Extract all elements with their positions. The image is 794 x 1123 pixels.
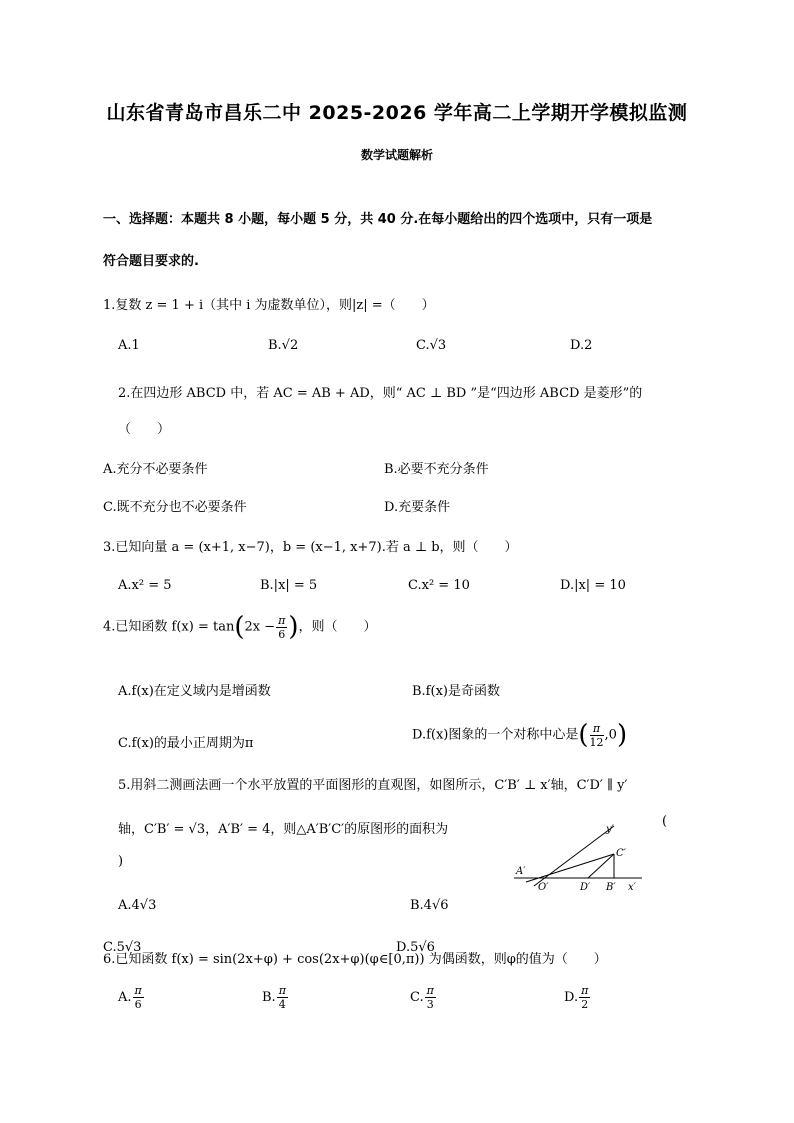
question-1-option-c: C.√3 — [416, 338, 447, 353]
question-6-option-c-fraction: $\frac{\pi}{3}$ — [426, 984, 434, 1011]
question-5-option-a: A.4√3 — [118, 898, 157, 913]
question-2-option-c: C.既不充分也不必要条件 — [103, 500, 247, 515]
question-3-option-c: C.x² = 10 — [408, 578, 470, 593]
question-4-fraction: $\frac{\pi}{6}$ — [278, 613, 286, 641]
question-6-option-b: B. $\frac{\pi}{4}$ — [262, 984, 286, 1011]
question-3-option-a: A.x² = 5 — [118, 578, 172, 593]
question-6-stem: 6.已知函数 f(x) = sin(2x+φ) + cos(2x+φ)(φ∈[0,π)) 为偶函数，则φ的值为（ ） — [103, 952, 607, 967]
segment-d-c — [588, 854, 614, 878]
section-heading-line1: 一、选择题：本题共 8 小题，每小题 5 分，共 40 分.在每小题给出的四个选项中，只有一项是 — [103, 212, 653, 227]
question-4-option-b: B.f(x)是奇函数 — [412, 684, 500, 699]
question-4-stem-arg: 2x − — [244, 619, 276, 635]
question-4-stem: 4.已知函数 f(x) = tan(2x − $\frac{\pi}{6}$ )，则（ ） — [103, 612, 377, 642]
question-5-option-c: C.5√3 — [103, 940, 142, 955]
question-2-option-a: A.充分不必要条件 — [103, 462, 208, 477]
question-4-option-d: D.f(x)图象的一个对称中心是( $\frac{\pi}{12}$ ,0) — [412, 720, 628, 750]
question-6-option-b-fraction: $\frac{\pi}{4}$ — [278, 984, 286, 1011]
question-6-option-d-fraction: $\frac{\pi}{2}$ — [581, 984, 589, 1011]
question-2-option-d: D.充要条件 — [384, 500, 451, 515]
label-c: C′ — [616, 848, 626, 859]
question-5-option-b: B.4√6 — [410, 898, 449, 913]
question-4-stem-post: ，则（ ） — [298, 619, 377, 635]
question-5-option-d: D.5√6 — [396, 940, 435, 955]
question-3-option-b: B.|x| = 5 — [260, 578, 318, 593]
label-d: D′ — [580, 882, 591, 893]
question-1-option-b: B.√2 — [268, 338, 299, 353]
label-a: A′ — [516, 866, 526, 877]
question-1-option-a: A.1 — [118, 338, 140, 353]
label-o: O′ — [538, 882, 549, 893]
question-4-option-d-fraction: $\frac{\pi}{12}$ — [589, 721, 604, 749]
question-5-paren-open: ( — [662, 814, 668, 829]
question-1-option-d: D.2 — [570, 338, 593, 353]
y-axis-line — [534, 826, 614, 886]
question-1-stem: 1.复数 z = 1 + i（其中 i 为虚数单位），则|z| =（ ） — [103, 298, 435, 313]
question-4-option-c: C.f(x)的最小正周期为π — [118, 736, 254, 751]
question-6-option-a-fraction: $\frac{\pi}{6}$ — [134, 984, 142, 1011]
question-2-option-b: B.必要不充分条件 — [384, 462, 489, 477]
label-x: x′ — [628, 882, 636, 893]
question-5-paren-close: ) — [118, 854, 124, 869]
question-3-option-d: D.|x| = 10 — [560, 578, 626, 593]
question-4-stem-pre: 4.已知函数 f(x) = tan — [103, 619, 235, 635]
question-6-option-d: D. $\frac{\pi}{2}$ — [564, 984, 589, 1011]
question-2-stem-tail: （ ） — [118, 422, 171, 437]
label-y: y′ — [606, 824, 614, 835]
label-b: B′ — [606, 882, 616, 893]
question-3-stem: 3.已知向量 a = (x+1, x−7)，b = (x−1, x+7).若 a ⊥ b，则（ ） — [103, 540, 518, 555]
question-6-option-a: A. $\frac{\pi}{6}$ — [118, 984, 142, 1011]
page-subtitle: 数学试题解析 — [360, 148, 433, 162]
section-heading-line2: 符合题目要求的. — [103, 254, 199, 269]
question-5-line1: 5.用斜二测画法画一个水平放置的平面图形的直观图，如图所示，C′B′ ⊥ x′轴，C′D′ ∥ y′ — [118, 778, 628, 793]
question-2-stem: 2.在四边形 ABCD 中，若 AC = AB + AD，则“ AC ⊥ BD ”是“四边形 ABCD 是菱形”的 — [118, 386, 643, 401]
page-title: 山东省青岛市昌乐二中 2025-2026 学年高二上学期开学模拟监测 — [106, 102, 688, 124]
question-6-option-c: C. $\frac{\pi}{3}$ — [410, 984, 434, 1011]
question-5-figure — [510, 818, 650, 898]
question-4-option-a: A.f(x)在定义域内是增函数 — [118, 684, 271, 699]
question-5-line2: 轴，C′B′ = √3，A′B′ = 4，则△A′B′C′的原图形的面积为 — [118, 822, 449, 837]
